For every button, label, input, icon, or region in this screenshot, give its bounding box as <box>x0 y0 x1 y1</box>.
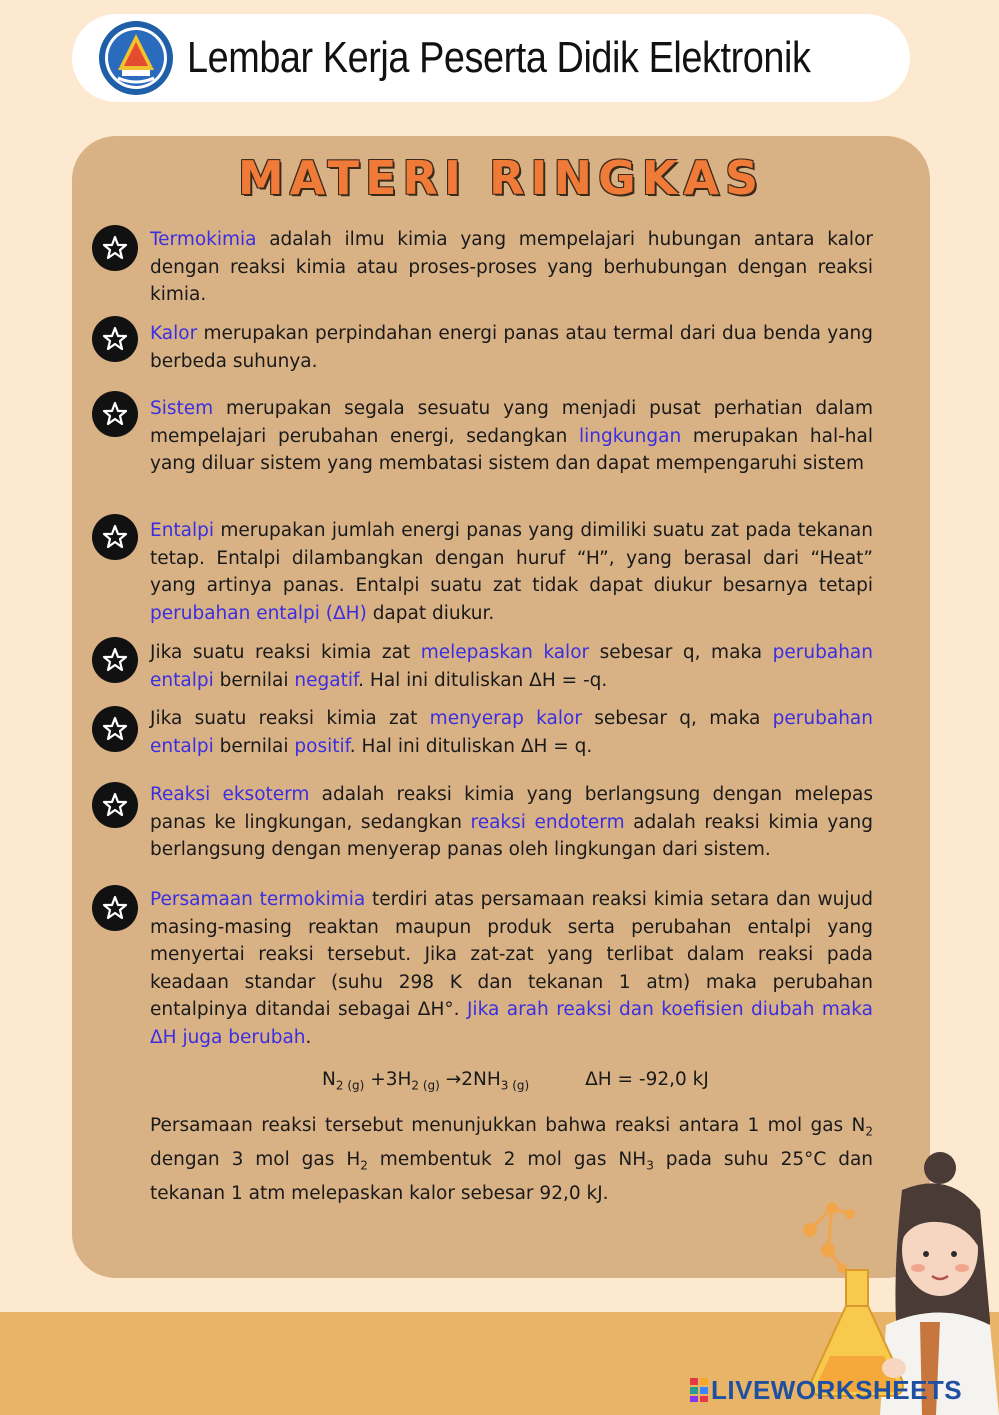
explanation-text: dengan 3 mol gas H <box>150 1149 361 1171</box>
liveworksheets-brand <box>690 1373 962 1407</box>
explanation-sub: 2 <box>360 1158 368 1173</box>
eq-delta-h: ΔH = -92,0 kJ <box>585 1069 709 1090</box>
item-segment: . Hal ini dituliskan ΔH = -q. <box>358 669 608 691</box>
item-segment: positif <box>294 735 350 757</box>
item-segment: Sistem <box>150 398 214 419</box>
item-segment: Reaksi eksoterm <box>150 784 310 805</box>
item-segment: menyerap kalor <box>429 708 582 729</box>
item-segment: Jika suatu reaksi kimia zat <box>150 708 430 729</box>
item-segment: merupakan jumlah energi panas yang dimiliki suatu zat pada tekanan tetap. Entalpi dilambangkan dengan huruf “H”, yang berasal dari “Heat” yang artinya panas. Entalpi suatu zat tidak dapat diukur besarnya tetapi <box>150 520 873 596</box>
eq-n2-state: (g) <box>347 1078 365 1093</box>
thermochemical-equation <box>322 1066 709 1100</box>
item-segment: bernilai <box>213 735 295 757</box>
item-segment: Jika arah reaksi dan koefisien diubah maka ΔH juga berubah <box>150 999 873 1048</box>
explanation-sub: 2 <box>865 1124 873 1139</box>
item-segment: merupakan segala sesuatu yang menjadi pusat perhatian dalam mempelajari perubahan energi, sedangkan <box>150 398 873 447</box>
item-segment: Kalor <box>150 323 198 344</box>
explanation-text: Persamaan reaksi tersebut menunjukkan bahwa reaksi antara 1 mol gas N <box>150 1115 866 1136</box>
item-segment: adalah ilmu kimia yang mempelajari hubungan antara kalor dengan reaksi kimia atau proses-proses yang berhubungan dengan reaksi kimia. <box>150 229 873 305</box>
item-segment: merupakan perpindahan energi panas atau termal dari dua benda yang berbeda suhunya. <box>150 323 873 372</box>
item-segment: lingkungan <box>579 425 682 447</box>
item-segment: Persamaan termokimia <box>150 889 366 910</box>
star-bullet-icon <box>92 782 138 828</box>
item-segment: Termokimia <box>150 229 257 250</box>
page-title: Lembar Kerja Peserta Didik Elektronik <box>187 33 811 82</box>
explanation-paragraph <box>150 1112 873 1208</box>
item-eksoterm-endoterm <box>150 781 873 864</box>
explanation-text: pada suhu 25°C dan tekanan 1 atm melepaskan kalor sebesar 92,0 kJ. <box>150 1149 874 1205</box>
item-segment: adalah reaksi kimia yang berlangsung dengan menyerap panas oleh lingkungan dari sistem. <box>150 811 873 860</box>
brand-text: LIVEWORKSHEETS <box>711 1375 963 1405</box>
item-segment: dapat diukur. <box>366 602 495 624</box>
item-segment: sebesar q, maka <box>581 708 773 729</box>
item-segment: perubahan entalpi (ΔH) <box>150 602 367 624</box>
item-segment: . <box>305 1026 312 1048</box>
item-segment: Entalpi <box>150 520 215 541</box>
star-bullet-icon <box>92 391 138 437</box>
eq-nh3: →2NH <box>445 1069 501 1090</box>
explanation-sub: 3 <box>646 1158 654 1173</box>
section-title: MATERI RINGKAS <box>237 151 765 205</box>
star-bullet-icon <box>92 514 138 560</box>
item-segment: terdiri atas persamaan reaksi kimia setara dan wujud masing-masing reaktan maupun produk serta perubahan entalpi yang menyertai reaksi tersebut. Jika zat-zat yang terlibat dalam reaksi pada keadaan standar (suhu 298 K dan tekanan 1 atm) maka perubahan entalpinya ditandai sebagai ΔH°. <box>150 889 873 1020</box>
item-segment: bernilai <box>213 669 295 691</box>
star-bullet-icon <box>92 885 138 931</box>
eq-n2: N <box>322 1069 336 1090</box>
eq-h2-sub: 2 <box>411 1078 420 1093</box>
item-segment: negatif <box>294 669 359 691</box>
star-bullet-icon <box>92 225 138 271</box>
eq-n2-sub: 2 <box>335 1078 344 1093</box>
liveworksheets-logo-icon <box>690 1378 708 1402</box>
star-bullet-icon <box>92 637 138 683</box>
item-melepaskan-kalor <box>150 639 873 694</box>
star-bullet-icon <box>92 706 138 752</box>
item-kalor <box>150 320 873 375</box>
item-persamaan-termokimia <box>150 886 873 1051</box>
item-segment: perubahan entalpi <box>150 642 873 691</box>
item-segment: perubahan entalpi <box>150 708 873 757</box>
item-segment: . Hal ini dituliskan ΔH = q. <box>349 735 593 757</box>
eq-nh3-sub: 3 <box>500 1078 509 1093</box>
item-sistem <box>150 395 873 478</box>
eq-h2: +3H <box>370 1069 412 1090</box>
star-bullet-icon <box>92 316 138 362</box>
item-segment: reaksi endoterm <box>470 811 625 833</box>
item-menyerap-kalor <box>150 705 873 760</box>
eq-nh3-state: (g) <box>512 1078 530 1093</box>
item-segment: Jika suatu reaksi kimia zat <box>150 642 421 663</box>
item-segment: merupakan hal-hal yang diluar sistem yang membatasi sistem dan dapat mempengaruhi sistem <box>150 425 873 474</box>
item-segment: sebesar q, maka <box>589 642 773 663</box>
item-segment: adalah reaksi kimia yang berlangsung dengan melepas panas ke lingkungan, sedangkan <box>150 784 873 833</box>
explanation-text: membentuk 2 mol gas NH <box>367 1149 647 1171</box>
item-segment: melepaskan kalor <box>420 642 590 663</box>
university-emblem-icon <box>98 20 174 96</box>
item-entalpi <box>150 517 873 627</box>
item-termokimia <box>150 226 873 309</box>
eq-h2-state: (g) <box>422 1078 440 1093</box>
